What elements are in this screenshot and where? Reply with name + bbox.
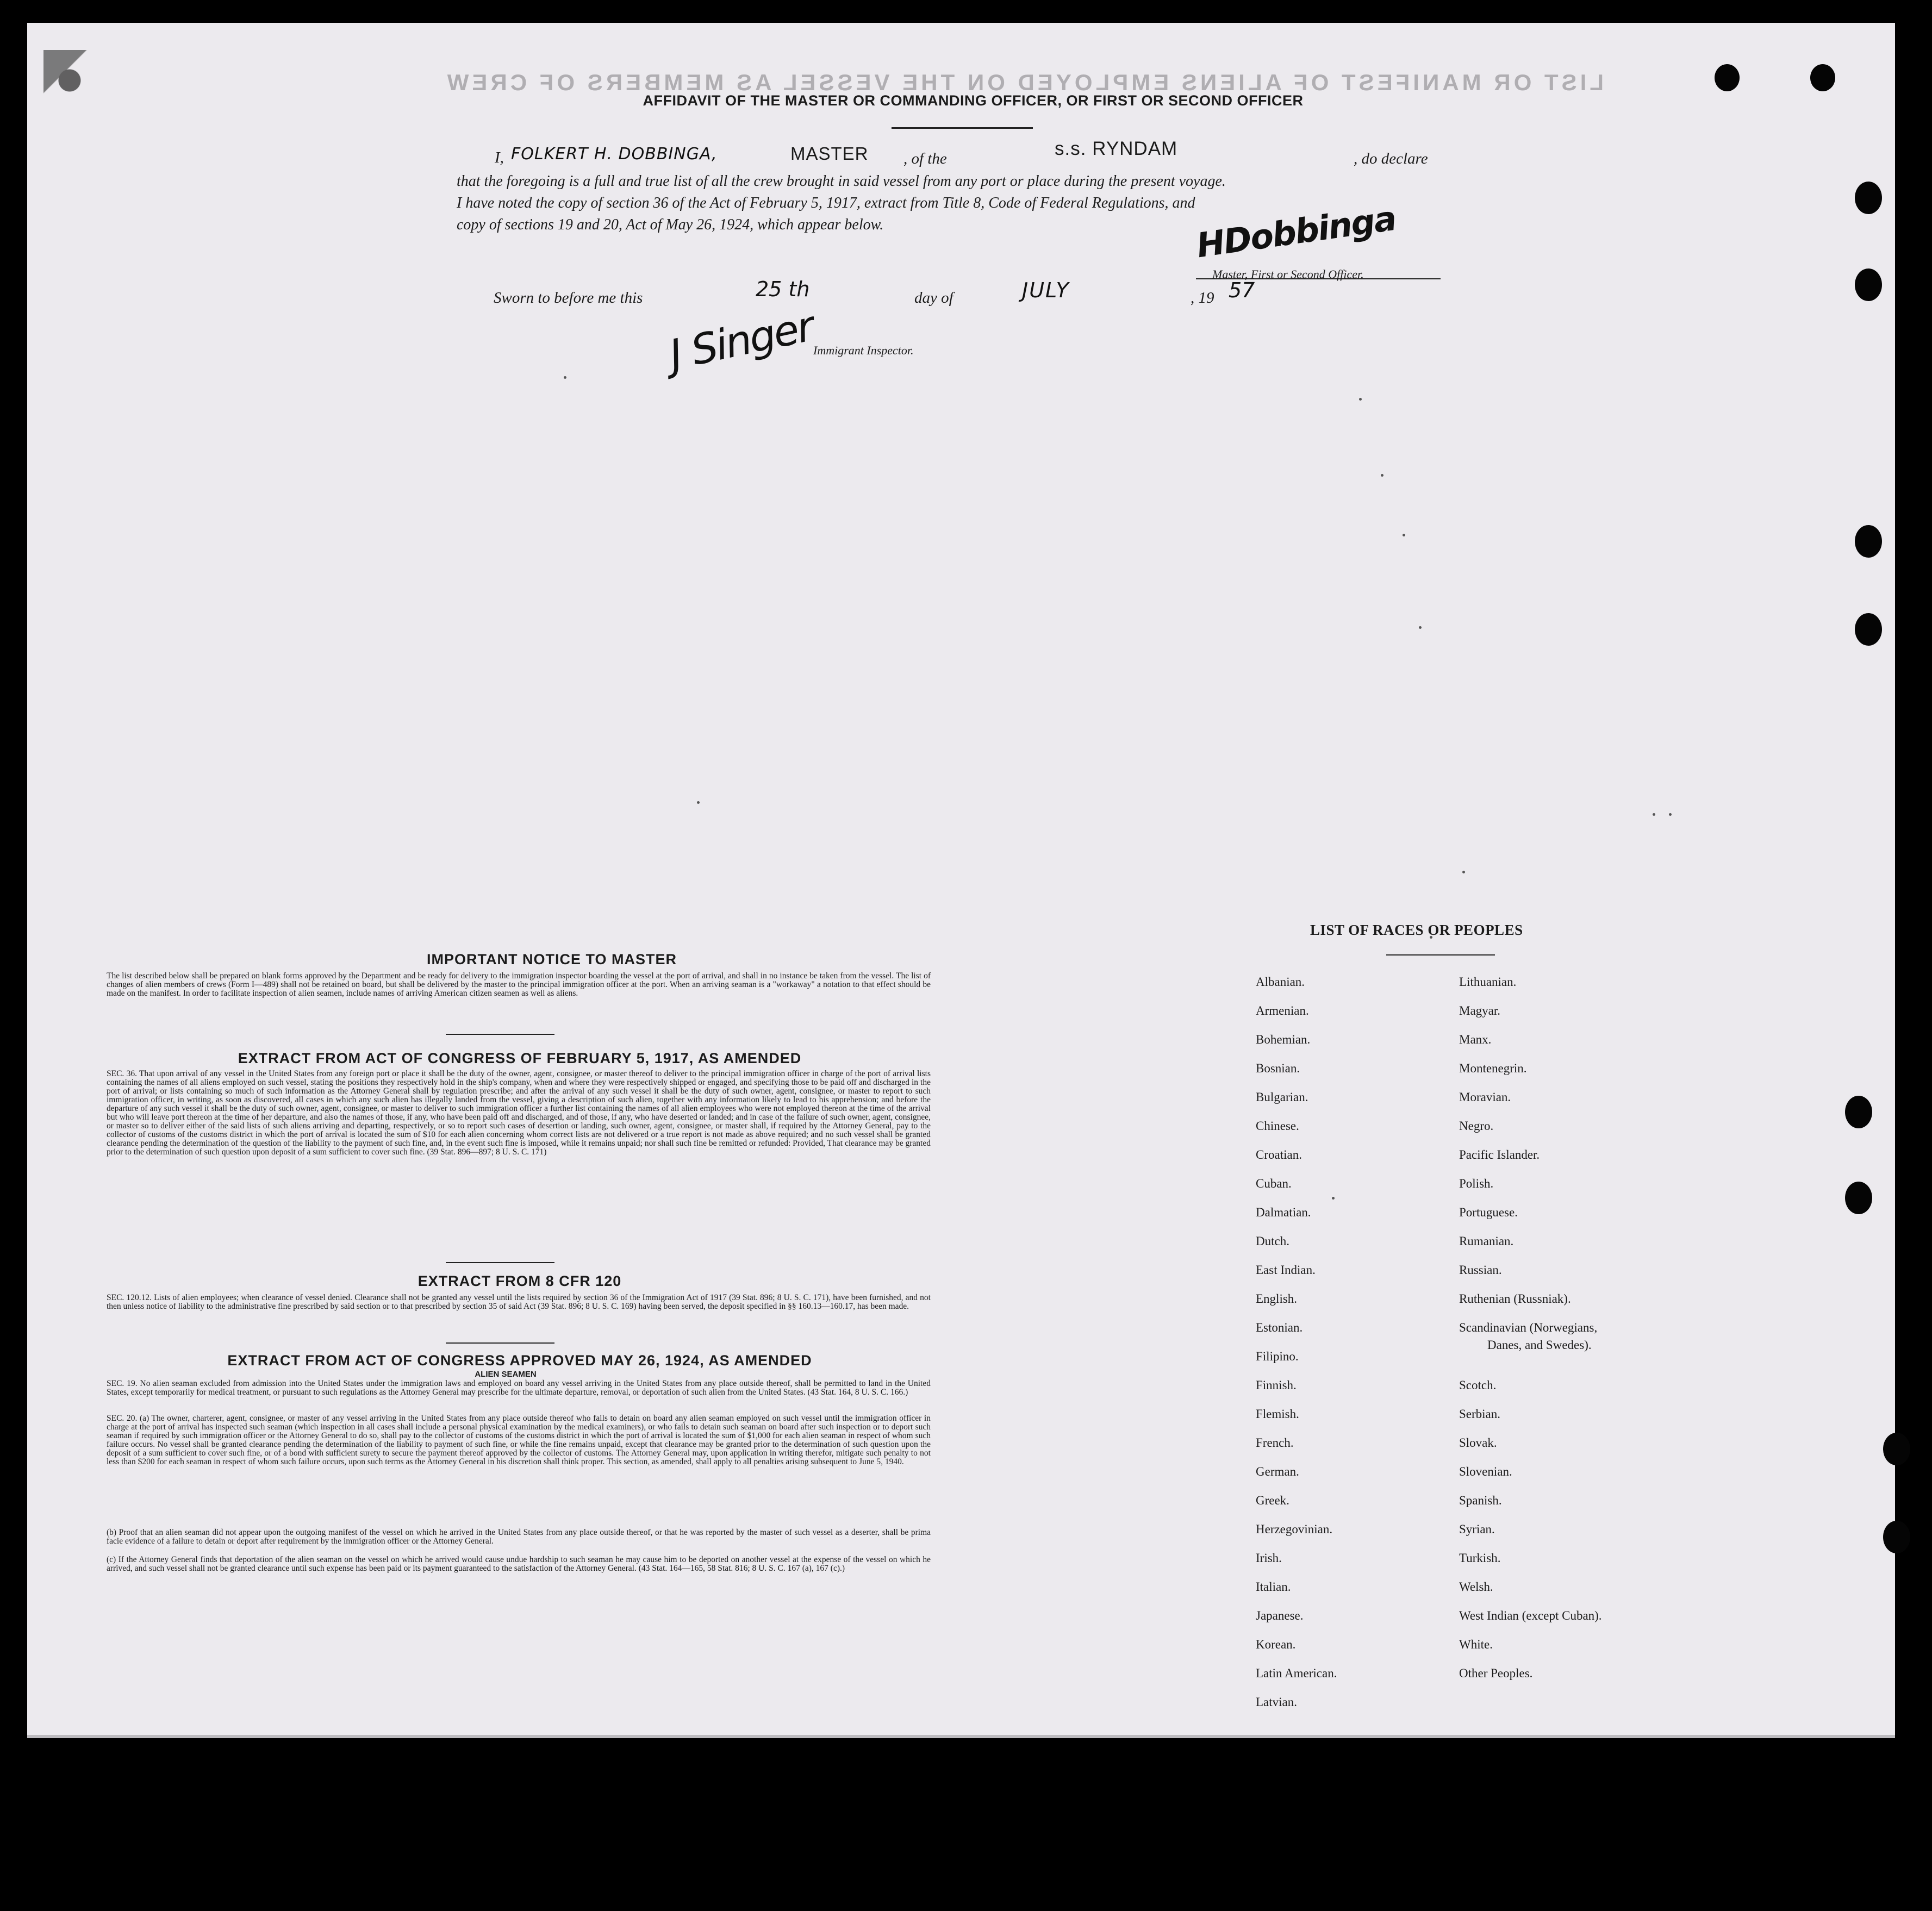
race-left: Herzegovinian. xyxy=(1256,1522,1333,1536)
race-right: Ruthenian (Russniak). xyxy=(1459,1292,1571,1306)
race-left: Dalmatian. xyxy=(1256,1206,1311,1219)
race-left: Latvian. xyxy=(1256,1695,1297,1709)
form-dot xyxy=(1381,474,1383,477)
sworn-label: Sworn to before me this xyxy=(494,289,643,307)
form-dot xyxy=(1419,626,1422,629)
corner-stamp xyxy=(43,50,109,126)
race-left: Finnish. xyxy=(1256,1378,1297,1392)
of-the-text: , of the xyxy=(903,150,947,167)
race-left: Irish. xyxy=(1256,1551,1282,1565)
punch-hole xyxy=(1883,1521,1910,1553)
races-title: LIST OF RACES OR PEOPLES xyxy=(1310,922,1523,938)
section-rule xyxy=(446,1034,554,1035)
race-right: West Indian (except Cuban). xyxy=(1459,1609,1602,1622)
race-right: Rumanian. xyxy=(1459,1234,1514,1248)
form-dot xyxy=(1462,871,1465,873)
sec20a-text: SEC. 20. (a) The owner, charterer, agent, consignee, or master of any vessel arriving in the United States from any place outside thereof who fails to detain on board any alien seaman employed on such vessel until the immigration officer in charge at the port of arrival has inspected such seaman (which inspection in all cases shall include a personal physical examination by the medical examiners), or who fails to detain such seaman on board after such inspection or to deport such seaman if required by such immigration officer or the Attorney General to do so, shall pay to the collector of customs of the customs district in which the port of arrival is located the sum of $1,000 for each alien seaman in respect of whom such failure occurs. No vessel shall be granted clearance pending the determination of the liability to payment of such fine, or while the fine remains unpaid, except that clearance may be granted prior to the determination of such question upon the deposit of a sum sufficient to cover such fine, or of a bond with sufficient surety to secure the payment thereof approved by the collector of customs. The Attorney General may, upon application in writing therefor, mitigate such penalty to not less than $200 for each seaman in respect of whom such failure occurs, upon such terms as the Attorney General in his discretion shall think proper. This section, as amended, shall apply to all penalties arising subsequent to June 5, 1940. xyxy=(107,1414,931,1466)
race-right: Turkish. xyxy=(1459,1551,1501,1565)
day-of-text: day of xyxy=(914,289,953,307)
race-left: East Indian. xyxy=(1256,1263,1316,1277)
sworn-month: JULY xyxy=(1022,278,1070,302)
title-rule xyxy=(892,127,1033,129)
punch-hole xyxy=(1845,1182,1872,1214)
race-right: Serbian. xyxy=(1459,1407,1501,1421)
race-left: Flemish. xyxy=(1256,1407,1299,1421)
affidavit-line-3: I have noted the copy of section 36 of the Act of February 5, 1917, extract from Title 8, Code of Federal Regulations, and xyxy=(457,195,1195,211)
race-right: Welsh. xyxy=(1459,1580,1493,1594)
race-right: Russian. xyxy=(1459,1263,1502,1277)
year-prefix: , 19 xyxy=(1191,289,1214,307)
affidavit-title: AFFIDAVIT OF THE MASTER OR COMMANDING OFFICER, OR FIRST OR SECOND OFFICER xyxy=(643,92,1304,109)
races-title-rule xyxy=(1386,954,1495,956)
master-caption: Master, First or Second Officer. xyxy=(1212,267,1364,281)
sec19-text: SEC. 19. No alien seaman excluded from admission into the United States under the immigration laws and employed on board any vessel arriving in the United States from any place outside thereof, shall be permitted to land in the United States, except temporarily for medical treatment, or pursuant to such regulations as the Attorney General may prescribe for the ultimate departure, removal, or deportation of such alien from the United States. (43 Stat. 164, 8 U. S. C. 166.) xyxy=(107,1379,931,1397)
affidavit-line-4: copy of sections 19 and 20, Act of May 26, 1924, which appear below. xyxy=(457,216,884,233)
race-right: Other Peoples. xyxy=(1459,1666,1533,1680)
master-signature: HDobbinga xyxy=(1194,198,1398,266)
race-left: Filipino. xyxy=(1256,1350,1299,1363)
race-right: Polish. xyxy=(1459,1177,1494,1190)
sec20c-text: (c) If the Attorney General finds that deportation of the alien seaman on the vessel on which he arrived would cause undue hardship to such seaman he may cause him to be deported on another vessel at the expense of the vessel on which he arrived, and such vessel shall not be granted clearance until such expense has been paid or its payment guaranteed to the satisfaction of the Attorney General. (43 Stat. 164—165, 58 Stat. 816; 8 U. S. C. 167 (a), 167 (c).) xyxy=(107,1555,931,1573)
race-left: Croatian. xyxy=(1256,1148,1302,1161)
do-declare-text: , do declare xyxy=(1354,150,1428,167)
race-left: Japanese. xyxy=(1256,1609,1304,1622)
race-right: Montenegrin. xyxy=(1459,1061,1527,1075)
punch-hole xyxy=(1855,268,1882,301)
inspector-signature: J Singer xyxy=(665,302,817,379)
race-right: Slovak. xyxy=(1459,1436,1497,1450)
race-right: Magyar. xyxy=(1459,1004,1501,1017)
officer-name: FOLKERT H. DOBBINGA, xyxy=(511,145,718,164)
race-right: Moravian. xyxy=(1459,1090,1511,1104)
punch-hole xyxy=(1855,525,1882,558)
race-right: Manx. xyxy=(1459,1033,1492,1046)
punch-hole xyxy=(1855,182,1882,214)
race-left: Albanian. xyxy=(1256,975,1305,989)
punch-hole xyxy=(1883,1433,1910,1465)
extract-1917-title: EXTRACT FROM ACT OF CONGRESS OF FEBRUARY 5, 1917, AS AMENDED xyxy=(238,1050,802,1066)
affidavit-prefix: I, xyxy=(495,149,504,166)
race-left: Italian. xyxy=(1256,1580,1291,1594)
inspector-caption: Immigrant Inspector. xyxy=(813,344,914,357)
extract-cfr-text: SEC. 120.12. Lists of alien employees; when clearance of vessel denied. Clearance shall not be granted any vessel until the lists required by section 36 of the Immigration Act of 1917 (39 Stat. 896; 8 U. S. C. 171), have been furnished, and not then unless notice of liability to the administrative fine prescribed by said section or to that prescribed by section 35 of said Act (39 Stat. 896; 8 U. S. C. 169) having been served, the deposit specified in §§ 160.13—160.17, has been made. xyxy=(107,1293,931,1311)
race-left: Bosnian. xyxy=(1256,1061,1300,1075)
punch-hole xyxy=(1810,64,1835,91)
race-right: Danes, and Swedes). xyxy=(1487,1338,1592,1352)
form-dot xyxy=(697,801,700,804)
extract-1924-title: EXTRACT FROM ACT OF CONGRESS APPROVED MAY 26, 1924, AS AMENDED xyxy=(227,1352,812,1369)
punch-hole xyxy=(1845,1096,1872,1128)
sworn-year: 57 xyxy=(1229,278,1255,302)
form-dot xyxy=(564,376,566,379)
alien-seamen-subtitle: ALIEN SEAMEN xyxy=(475,1370,537,1379)
race-right: Portuguese. xyxy=(1459,1206,1518,1219)
race-left: Dutch. xyxy=(1256,1234,1289,1248)
race-right: White. xyxy=(1459,1638,1493,1651)
section-rule xyxy=(446,1262,554,1263)
race-left: Korean. xyxy=(1256,1638,1296,1651)
race-left: Bulgarian. xyxy=(1256,1090,1308,1104)
notice-text: The list described below shall be prepared on blank forms approved by the Department and be ready for delivery to the immigration inspector boarding the vessel at the port of arrival, and shall in no instance be taken from the vessel. The list of changes of alien members of crews (Form I—489) shall not be retained on board, but shall be delivered by the master to the principal immigration officer at the port. When an arriving seaman is a "workaway" a notation to that effect should be made on the manifest. In order to facilitate inspection of alien seamen, include names of arriving American citizen seamen as well as aliens. xyxy=(107,971,931,998)
punch-hole xyxy=(1715,64,1740,91)
race-right: Scotch. xyxy=(1459,1378,1497,1392)
race-right: Syrian. xyxy=(1459,1522,1495,1536)
race-right: Negro. xyxy=(1459,1119,1494,1133)
officer-rank: MASTER xyxy=(790,143,869,164)
manifest-sheet xyxy=(27,23,1895,1738)
race-left: English. xyxy=(1256,1292,1298,1306)
form-dot xyxy=(1653,813,1655,816)
race-left: Armenian. xyxy=(1256,1004,1309,1017)
race-right: Spanish. xyxy=(1459,1494,1502,1507)
form-dot xyxy=(1359,398,1362,401)
race-left: French. xyxy=(1256,1436,1294,1450)
race-left: Greek. xyxy=(1256,1494,1289,1507)
form-dot xyxy=(1669,813,1672,816)
form-dot xyxy=(1403,534,1405,536)
punch-hole xyxy=(1855,613,1882,646)
form-dot xyxy=(1332,1197,1335,1200)
race-left: German. xyxy=(1256,1465,1299,1478)
race-left: Bohemian. xyxy=(1256,1033,1311,1046)
race-left: Estonian. xyxy=(1256,1321,1303,1334)
section-rule xyxy=(446,1342,554,1344)
notice-title: IMPORTANT NOTICE TO MASTER xyxy=(427,951,677,967)
affidavit-line-2: that the foregoing is a full and true list of all the crew brought in said vessel from any port or place during the present voyage. xyxy=(457,173,1226,190)
sec20b-text: (b) Proof that an alien seaman did not appear upon the outgoing manifest of the vessel on which he arrived in the United States from any place outside thereof, or that he was reported by the master of such vessel as a deserter, shall be prima facie evidence of a failure to detain or deport after requirement by the immigration officer or the Attorney General. xyxy=(107,1528,931,1546)
race-right: Scandinavian (Norwegians, xyxy=(1459,1321,1598,1334)
extract-cfr-title: EXTRACT FROM 8 CFR 120 xyxy=(417,1273,622,1289)
race-left: Latin American. xyxy=(1256,1666,1337,1680)
extract-1917-text: SEC. 36. That upon arrival of any vessel in the United States from any foreign port or place it shall be the duty of the owner, agent, consignee, or master thereof to deliver to the principal immigration officer in charge of the port of arrival lists containing the names of all aliens employed on such vessel, stating the positions they respectively hold in the ship's company, when and where they were respectively shipped or engaged, and specifying those to be paid off and discharged in the port of arrival; or lists containing so much of such information as the Attorney General shall by regulation prescribe; and after the arrival of any such vessel it shall be the duty of such owner, agent, consignee, or master to report to such immigration officer, in writing, as soon as discovered, all cases in which any such alien has illegally landed from the vessel, giving a description of such alien, together with any information likely to lead to his apprehension; and before the departure of any such vessel it shall be the duty of such owner, agent, consignee, or master to deliver to such immigration officer a further list containing the names of all alien employees who were not employed thereon at the time of the arrival but who will leave port thereon at the time of her departure, and also the names of those, if any, who have been paid off and discharged, and of those, if any, who have deserted or landed; and in case of the failure of such owner, agent, consignee, or master so to deliver either of the said lists of such aliens arriving and departing, respectively, or so to report such cases of desertion or landing, such owner, agent, consignee, or master shall, if required by the Attorney General, pay to the collector of customs of the customs district in which the port of arrival is located the sum of $10 for each alien concerning whom correct lists are not delivered or a true report is not made as above required; and no such vessel shall be granted clearance pending the determination of the question of the liability to the payment of such fine, and, in the event such fine is imposed, while it remains unpaid; nor shall such fine be remitted or refunded: Provided, That clearance may be granted prior to the determination of such question upon deposit of a sum sufficient to cover such fine. (39 Stat. 896—897; 8 U. S. C. 171) xyxy=(107,1069,931,1157)
vessel-name: s.s. RYNDAM xyxy=(1055,138,1178,159)
race-left: Cuban. xyxy=(1256,1177,1292,1190)
race-right: Pacific Islander. xyxy=(1459,1148,1540,1161)
sworn-day: 25 th xyxy=(756,277,810,301)
race-right: Lithuanian. xyxy=(1459,975,1517,989)
race-left: Chinese. xyxy=(1256,1119,1299,1133)
ghost-title: LIST OR MANIFEST OF ALIENS EMPLOYED ON THE VESSEL AS MEMBERS OF CREW xyxy=(444,70,1604,95)
race-right: Slovenian. xyxy=(1459,1465,1512,1478)
